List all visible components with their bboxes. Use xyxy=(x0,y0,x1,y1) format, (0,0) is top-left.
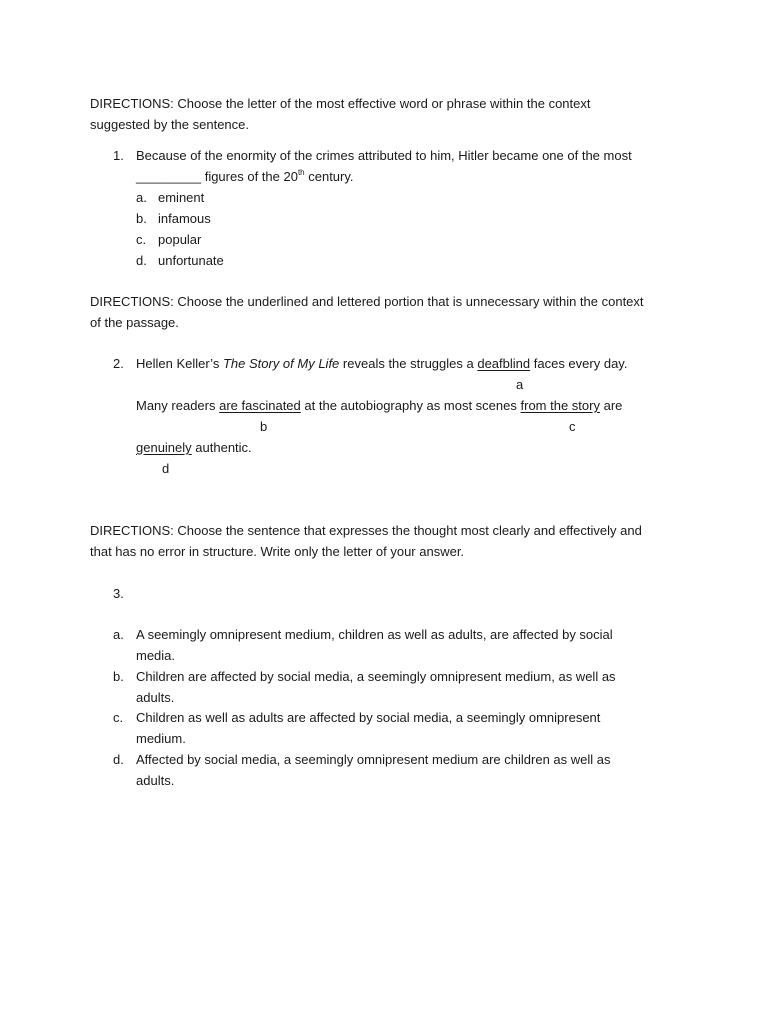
directions-1-line1: DIRECTIONS: Choose the letter of the most effective word or phrase within the context xyxy=(90,96,591,111)
question-2-line3 xyxy=(136,440,252,456)
q2-line1-post: faces every day. xyxy=(533,356,628,371)
question-2-line2 xyxy=(136,398,622,414)
label-b: b xyxy=(260,419,268,434)
question-3-number: 3. xyxy=(113,586,124,601)
option-3c-line1: Children as well as adults are affected by social media, a seemingly omnipresent xyxy=(136,710,601,725)
directions-3-line2: that has no error in structure. Write only the letter of your answer. xyxy=(90,544,465,559)
q2-line2-post: are xyxy=(603,398,623,413)
question-1-stem-line1: Because of the enormity of the crimes attributed to him, Hitler became one of the most xyxy=(136,148,632,163)
q2-line2-pre: Many readers xyxy=(136,398,216,413)
label-c: c xyxy=(569,419,576,434)
option-letter-3d: d. xyxy=(113,752,124,767)
label-d: d xyxy=(162,461,170,476)
directions-3-line1: DIRECTIONS: Choose the sentence that expresses the thought most clearly and effectively and xyxy=(90,523,642,538)
question-1-stem-line2 xyxy=(136,169,354,185)
option-3b-line2: adults. xyxy=(136,690,175,705)
option-3a-line1: A seemingly omnipresent medium, children as well as adults, are affected by social xyxy=(136,627,613,642)
q2-line3-post: authentic. xyxy=(195,440,252,455)
q2-line1-mid: reveals the struggles a xyxy=(342,356,474,371)
question-2-line1 xyxy=(136,356,627,372)
option-3d-line2: adults. xyxy=(136,773,175,788)
option-text-1c: popular xyxy=(158,232,202,247)
option-letter-3c: c. xyxy=(113,710,124,725)
underlined-part-d: genuinely xyxy=(136,440,192,455)
option-3c-line2: medium. xyxy=(136,731,186,746)
option-text-1b: infamous xyxy=(158,211,211,226)
question-2-number: 2. xyxy=(113,356,124,371)
option-letter-1c: c. xyxy=(136,232,147,247)
question-1-number: 1. xyxy=(113,148,124,163)
q2-line1-pre: Hellen Keller’s xyxy=(136,356,220,371)
option-letter-3a: a. xyxy=(113,627,124,642)
option-3b-line1: Children are affected by social media, a seemingly omnipresent medium, as well as xyxy=(136,669,616,684)
directions-2-line1: DIRECTIONS: Choose the underlined and lettered portion that is unnecessary within the context xyxy=(90,294,644,309)
label-a: a xyxy=(516,377,524,392)
option-letter-1d: d. xyxy=(136,253,147,268)
underlined-part-a: deafblind xyxy=(477,356,531,371)
underlined-part-c: from the story xyxy=(520,398,600,413)
question-1-blank: _________ xyxy=(136,169,202,184)
option-text-1a: eminent xyxy=(158,190,205,205)
question-1-superscript: th xyxy=(297,168,305,177)
underlined-part-b: are fascinated xyxy=(219,398,301,413)
option-letter-1b: b. xyxy=(136,211,147,226)
book-title: The Story of My Life xyxy=(222,356,340,371)
option-3d-line1: Affected by social media, a seemingly omnipresent medium are children as well as xyxy=(136,752,611,767)
option-letter-3b: b. xyxy=(113,669,124,684)
option-3a-line2: media. xyxy=(136,648,176,663)
directions-1-line2: suggested by the sentence. xyxy=(90,117,250,132)
question-1-stem-pre: figures of the 20 xyxy=(204,169,298,184)
option-text-1d: unfortunate xyxy=(158,253,224,268)
option-letter-1a: a. xyxy=(136,190,147,205)
q2-line2-mid: at the autobiography as most scenes xyxy=(304,398,517,413)
question-1-stem-post: century. xyxy=(308,169,354,184)
directions-2-line2: of the passage. xyxy=(90,315,179,330)
